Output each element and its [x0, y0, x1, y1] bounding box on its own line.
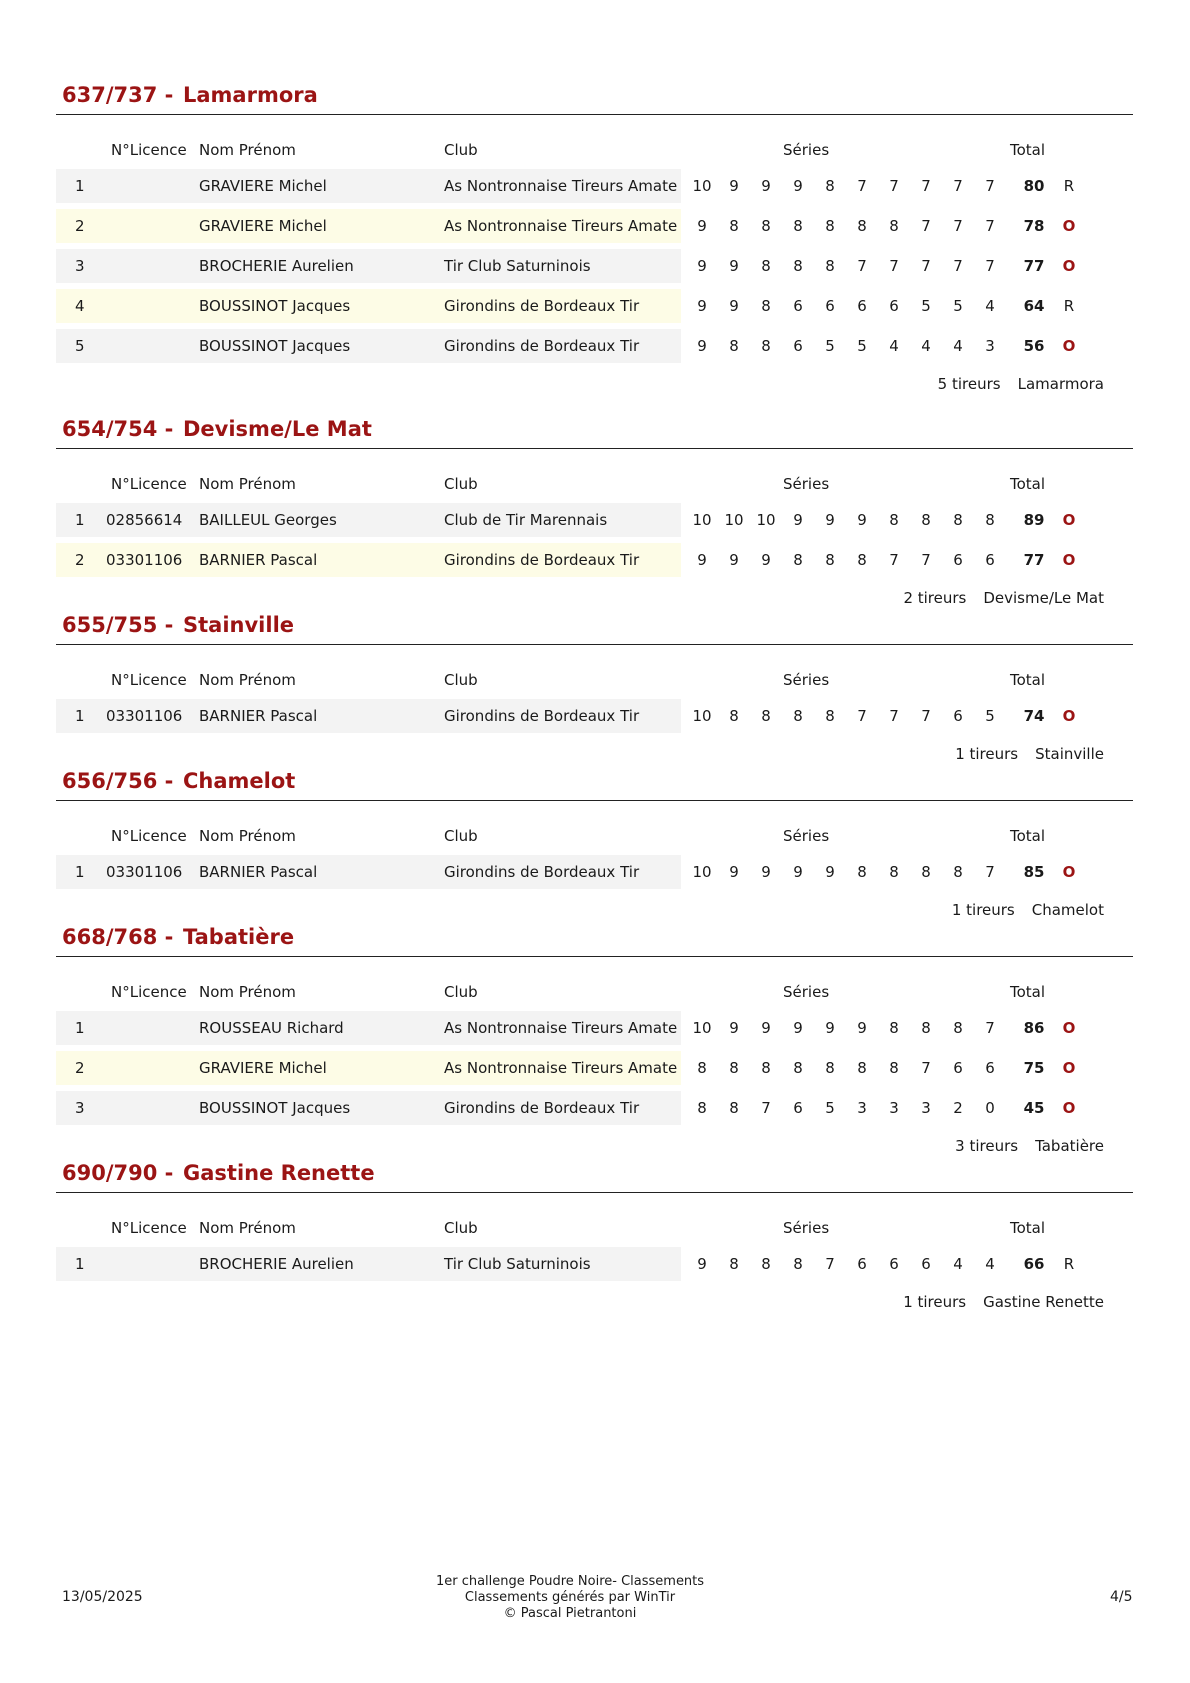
series-score-cell: 8	[921, 863, 931, 881]
section-divider	[56, 956, 1133, 957]
category-flag: O	[1062, 337, 1076, 355]
name-cell: BOUSSINOT Jacques	[199, 1099, 351, 1117]
table-header	[0, 669, 1190, 691]
category-flag: R	[1063, 1255, 1075, 1273]
licence-cell: 03301106	[106, 707, 183, 725]
header-series: Séries	[783, 983, 830, 1001]
series-score-cell: 8	[761, 217, 771, 235]
series-score-cell: 0	[985, 1099, 995, 1117]
header-series: Séries	[783, 671, 830, 689]
category-flag: O	[1062, 551, 1076, 569]
series-score-cell: 6	[793, 337, 803, 355]
series-score-cell: 8	[793, 217, 803, 235]
header-name: Nom Prénom	[199, 671, 296, 689]
table-row	[0, 1051, 1190, 1085]
series-score-cell: 9	[825, 1019, 835, 1037]
series-score-cell: 7	[889, 177, 899, 195]
total-cell: 86	[1023, 1019, 1045, 1037]
series-score-cell: 8	[953, 863, 963, 881]
total-cell: 80	[1023, 177, 1045, 195]
series-score-cell: 6	[985, 1059, 995, 1077]
series-score-cell: 7	[857, 707, 867, 725]
header-total: Total	[1010, 141, 1046, 159]
series-score-cell: 8	[729, 337, 739, 355]
club-cell: Girondins de Bordeaux Tir	[444, 863, 640, 881]
series-score-cell: 4	[985, 297, 995, 315]
series-score-cell: 3	[921, 1099, 931, 1117]
table-row	[0, 329, 1190, 363]
series-score-cell: 8	[761, 297, 771, 315]
series-score-cell: 8	[761, 1255, 771, 1273]
section-title	[62, 766, 295, 796]
section-name: Stainville	[183, 613, 295, 637]
header-club: Club	[444, 983, 478, 1001]
series-score-cell: 9	[697, 551, 707, 569]
header-name: Nom Prénom	[199, 983, 296, 1001]
series-score-cell: 7	[921, 217, 931, 235]
series-score-cell: 10	[692, 707, 712, 725]
table-row	[0, 503, 1190, 537]
series-score-cell: 8	[825, 707, 835, 725]
series-score-cell: 9	[761, 177, 771, 195]
rank-cell: 1	[75, 863, 85, 881]
series-score-cell: 7	[889, 707, 899, 725]
table-header	[0, 825, 1190, 847]
section-summary	[0, 743, 1104, 765]
header-club: Club	[444, 475, 478, 493]
total-cell: 75	[1023, 1059, 1045, 1077]
series-score-cell: 7	[921, 257, 931, 275]
licence-cell: 03301106	[106, 863, 183, 881]
series-score-cell: 8	[889, 217, 899, 235]
series-score-cell: 7	[985, 217, 995, 235]
table-header	[0, 473, 1190, 495]
table-row	[0, 1247, 1190, 1281]
header-series: Séries	[783, 1219, 830, 1237]
club-cell: As Nontronnaise Tireurs Amate	[444, 177, 678, 195]
series-score-cell: 5	[921, 297, 931, 315]
series-score-cell: 8	[889, 511, 899, 529]
series-score-cell: 7	[889, 257, 899, 275]
section-code: 655/755 -	[62, 613, 174, 637]
series-score-cell: 8	[761, 257, 771, 275]
series-score-cell: 6	[793, 297, 803, 315]
summary-name: Gastine Renette	[983, 1293, 1104, 1311]
header-club: Club	[444, 141, 478, 159]
section-divider	[56, 644, 1133, 645]
category-flag: O	[1062, 863, 1076, 881]
section-name: Tabatière	[183, 925, 295, 949]
name-cell: BARNIER Pascal	[199, 707, 318, 725]
header-name: Nom Prénom	[199, 1219, 296, 1237]
footer-copyright: © Pascal Pietrantoni	[503, 1606, 637, 1621]
series-score-cell: 9	[793, 511, 803, 529]
summary-name: Devisme/Le Mat	[983, 589, 1104, 607]
category-flag: O	[1062, 217, 1076, 235]
series-score-cell: 8	[793, 707, 803, 725]
series-score-cell: 7	[953, 217, 963, 235]
series-score-cell: 8	[793, 1059, 803, 1077]
section-summary	[0, 1135, 1104, 1157]
shooter-count: 1 tireurs	[903, 1293, 967, 1311]
series-score-cell: 7	[953, 257, 963, 275]
summary-name: Stainville	[1035, 745, 1104, 763]
header-total: Total	[1010, 1219, 1046, 1237]
header-series: Séries	[783, 475, 830, 493]
header-total: Total	[1010, 475, 1046, 493]
shooter-count: 1 tireurs	[955, 745, 1019, 763]
club-cell: Club de Tir Marennais	[444, 511, 608, 529]
licence-cell: 03301106	[106, 551, 183, 569]
section-code: 690/790 -	[62, 1161, 174, 1185]
section-summary	[0, 587, 1104, 609]
section-code: 656/756 -	[62, 769, 174, 793]
series-score-cell: 9	[793, 1019, 803, 1037]
category-flag: R	[1063, 177, 1075, 195]
series-score-cell: 2	[953, 1099, 963, 1117]
table-row	[0, 1011, 1190, 1045]
series-score-cell: 9	[697, 337, 707, 355]
series-score-cell: 7	[857, 177, 867, 195]
series-score-cell: 5	[825, 1099, 835, 1117]
series-score-cell: 9	[697, 257, 707, 275]
header-licence: N°Licence	[111, 141, 187, 159]
series-score-cell: 8	[729, 707, 739, 725]
series-score-cell: 6	[825, 297, 835, 315]
series-score-cell: 7	[921, 551, 931, 569]
section-divider	[56, 448, 1133, 449]
rank-cell: 2	[75, 217, 85, 235]
section-summary	[0, 1291, 1104, 1313]
series-score-cell: 7	[985, 257, 995, 275]
category-flag: O	[1062, 1059, 1076, 1077]
total-cell: 89	[1023, 511, 1045, 529]
series-score-cell: 8	[889, 863, 899, 881]
category-flag: O	[1062, 1019, 1076, 1037]
section-name: Chamelot	[183, 769, 296, 793]
series-score-cell: 8	[953, 511, 963, 529]
series-score-cell: 8	[889, 1019, 899, 1037]
series-score-cell: 4	[953, 337, 963, 355]
header-total: Total	[1010, 827, 1046, 845]
rank-cell: 1	[75, 1255, 85, 1273]
club-cell: Girondins de Bordeaux Tir	[444, 297, 640, 315]
header-name: Nom Prénom	[199, 141, 296, 159]
series-score-cell: 6	[889, 1255, 899, 1273]
total-cell: 74	[1023, 707, 1045, 725]
series-score-cell: 6	[985, 551, 995, 569]
series-score-cell: 8	[697, 1099, 707, 1117]
name-cell: BOUSSINOT Jacques	[199, 297, 351, 315]
header-total: Total	[1010, 983, 1046, 1001]
club-cell: Girondins de Bordeaux Tir	[444, 707, 640, 725]
footer-title: 1er challenge Poudre Noire- Classements	[435, 1574, 705, 1589]
name-cell: BARNIER Pascal	[199, 863, 318, 881]
rank-cell: 3	[75, 257, 85, 275]
category-flag: O	[1062, 257, 1076, 275]
total-cell: 77	[1023, 257, 1045, 275]
series-score-cell: 7	[857, 257, 867, 275]
series-score-cell: 8	[825, 177, 835, 195]
rank-cell: 4	[75, 297, 85, 315]
shooter-count: 1 tireurs	[951, 901, 1015, 919]
header-licence: N°Licence	[111, 983, 187, 1001]
total-cell: 45	[1023, 1099, 1045, 1117]
club-cell: As Nontronnaise Tireurs Amate	[444, 217, 678, 235]
header-name: Nom Prénom	[199, 827, 296, 845]
club-cell: Girondins de Bordeaux Tir	[444, 337, 640, 355]
total-cell: 66	[1023, 1255, 1045, 1273]
series-score-cell: 5	[953, 297, 963, 315]
series-score-cell: 9	[697, 1255, 707, 1273]
series-score-cell: 4	[921, 337, 931, 355]
total-cell: 64	[1023, 297, 1045, 315]
category-flag: R	[1063, 297, 1075, 315]
club-cell: Girondins de Bordeaux Tir	[444, 551, 640, 569]
series-score-cell: 8	[825, 217, 835, 235]
header-total: Total	[1010, 671, 1046, 689]
series-score-cell: 7	[889, 551, 899, 569]
series-score-cell: 9	[729, 297, 739, 315]
series-score-cell: 8	[729, 217, 739, 235]
series-score-cell: 3	[889, 1099, 899, 1117]
series-score-cell: 10	[724, 511, 744, 529]
series-score-cell: 7	[921, 707, 931, 725]
series-score-cell: 9	[825, 511, 835, 529]
section-divider	[56, 1192, 1133, 1193]
table-header	[0, 981, 1190, 1003]
section-title	[62, 414, 372, 444]
section-summary	[0, 373, 1104, 395]
series-score-cell: 8	[889, 1059, 899, 1077]
shooter-count: 3 tireurs	[955, 1137, 1019, 1155]
series-score-cell: 8	[825, 551, 835, 569]
name-cell: BAILLEUL Georges	[199, 511, 337, 529]
summary-name: Lamarmora	[1017, 375, 1104, 393]
series-score-cell: 9	[729, 177, 739, 195]
series-score-cell: 4	[985, 1255, 995, 1273]
section-code: 668/768 -	[62, 925, 174, 949]
header-licence: N°Licence	[111, 475, 187, 493]
series-score-cell: 7	[985, 1019, 995, 1037]
table-row	[0, 209, 1190, 243]
series-score-cell: 7	[985, 863, 995, 881]
series-score-cell: 9	[857, 1019, 867, 1037]
series-score-cell: 9	[793, 863, 803, 881]
shooter-count: 2 tireurs	[903, 589, 967, 607]
category-flag: O	[1062, 1099, 1076, 1117]
rank-cell: 2	[75, 551, 85, 569]
header-licence: N°Licence	[111, 1219, 187, 1237]
name-cell: GRAVIERE Michel	[199, 177, 327, 195]
series-score-cell: 8	[857, 1059, 867, 1077]
series-score-cell: 8	[985, 511, 995, 529]
series-score-cell: 9	[729, 551, 739, 569]
series-score-cell: 8	[921, 511, 931, 529]
shooter-count: 5 tireurs	[937, 375, 1001, 393]
series-score-cell: 8	[761, 1059, 771, 1077]
series-score-cell: 10	[756, 511, 776, 529]
series-score-cell: 10	[692, 863, 712, 881]
licence-cell: 02856614	[106, 511, 183, 529]
name-cell: GRAVIERE Michel	[199, 217, 327, 235]
series-score-cell: 6	[953, 707, 963, 725]
footer-date: 13/05/2025	[62, 1589, 143, 1605]
series-score-cell: 6	[857, 1255, 867, 1273]
footer-credits	[395, 1574, 745, 1622]
section-name: Devisme/Le Mat	[183, 417, 372, 441]
series-score-cell: 7	[825, 1255, 835, 1273]
series-score-cell: 9	[793, 177, 803, 195]
table-row	[0, 169, 1190, 203]
series-score-cell: 5	[857, 337, 867, 355]
series-score-cell: 8	[825, 257, 835, 275]
series-score-cell: 8	[793, 551, 803, 569]
rank-cell: 5	[75, 337, 85, 355]
series-score-cell: 9	[761, 863, 771, 881]
series-score-cell: 8	[697, 1059, 707, 1077]
series-score-cell: 5	[825, 337, 835, 355]
series-score-cell: 9	[761, 551, 771, 569]
category-flag: O	[1062, 707, 1076, 725]
series-score-cell: 8	[825, 1059, 835, 1077]
section-divider	[56, 114, 1133, 115]
section-title	[62, 922, 294, 952]
series-score-cell: 5	[985, 707, 995, 725]
series-score-cell: 7	[921, 177, 931, 195]
rank-cell: 1	[75, 177, 85, 195]
series-score-cell: 9	[761, 1019, 771, 1037]
series-score-cell: 8	[761, 337, 771, 355]
name-cell: BROCHERIE Aurelien	[199, 257, 354, 275]
total-cell: 77	[1023, 551, 1045, 569]
series-score-cell: 10	[692, 511, 712, 529]
rank-cell: 2	[75, 1059, 85, 1077]
category-flag: O	[1062, 511, 1076, 529]
total-cell: 78	[1023, 217, 1045, 235]
section-title	[62, 1158, 375, 1188]
series-score-cell: 8	[729, 1099, 739, 1117]
header-licence: N°Licence	[111, 827, 187, 845]
series-score-cell: 9	[697, 217, 707, 235]
series-score-cell: 7	[761, 1099, 771, 1117]
club-cell: As Nontronnaise Tireurs Amate	[444, 1059, 678, 1077]
series-score-cell: 9	[729, 863, 739, 881]
table-row	[0, 855, 1190, 889]
name-cell: BOUSSINOT Jacques	[199, 337, 351, 355]
series-score-cell: 7	[953, 177, 963, 195]
table-row	[0, 249, 1190, 283]
table-row	[0, 1091, 1190, 1125]
series-score-cell: 6	[921, 1255, 931, 1273]
header-club: Club	[444, 827, 478, 845]
summary-name: Chamelot	[1031, 901, 1104, 919]
series-score-cell: 8	[953, 1019, 963, 1037]
series-score-cell: 6	[889, 297, 899, 315]
rank-cell: 1	[75, 511, 85, 529]
series-score-cell: 9	[697, 297, 707, 315]
section-name: Gastine Renette	[183, 1161, 375, 1185]
series-score-cell: 10	[692, 177, 712, 195]
series-score-cell: 8	[793, 257, 803, 275]
summary-name: Tabatière	[1035, 1137, 1104, 1155]
header-club: Club	[444, 671, 478, 689]
name-cell: BROCHERIE Aurelien	[199, 1255, 354, 1273]
series-score-cell: 9	[825, 863, 835, 881]
table-row	[0, 543, 1190, 577]
series-score-cell: 6	[953, 551, 963, 569]
section-summary	[0, 899, 1104, 921]
table-row	[0, 699, 1190, 733]
series-score-cell: 9	[729, 257, 739, 275]
footer-page-number: 4/5	[1110, 1589, 1133, 1605]
series-score-cell: 9	[857, 511, 867, 529]
name-cell: ROUSSEAU Richard	[199, 1019, 344, 1037]
section-code: 654/754 -	[62, 417, 174, 441]
section-title	[62, 610, 294, 640]
section-code: 637/737 -	[62, 83, 174, 107]
series-score-cell: 6	[793, 1099, 803, 1117]
series-score-cell: 8	[729, 1059, 739, 1077]
series-score-cell: 8	[857, 863, 867, 881]
section-name: Lamarmora	[183, 83, 318, 107]
total-cell: 85	[1023, 863, 1045, 881]
series-score-cell: 8	[921, 1019, 931, 1037]
total-cell: 56	[1023, 337, 1045, 355]
series-score-cell: 6	[857, 297, 867, 315]
rank-cell: 3	[75, 1099, 85, 1117]
series-score-cell: 4	[953, 1255, 963, 1273]
series-score-cell: 7	[921, 1059, 931, 1077]
name-cell: BARNIER Pascal	[199, 551, 318, 569]
series-score-cell: 8	[761, 707, 771, 725]
series-score-cell: 3	[985, 337, 995, 355]
header-club: Club	[444, 1219, 478, 1237]
club-cell: As Nontronnaise Tireurs Amate	[444, 1019, 678, 1037]
table-header	[0, 139, 1190, 161]
header-licence: N°Licence	[111, 671, 187, 689]
series-score-cell: 4	[889, 337, 899, 355]
series-score-cell: 9	[729, 1019, 739, 1037]
series-score-cell: 10	[692, 1019, 712, 1037]
series-score-cell: 8	[857, 217, 867, 235]
club-cell: Tir Club Saturninois	[444, 257, 591, 275]
header-name: Nom Prénom	[199, 475, 296, 493]
rank-cell: 1	[75, 707, 85, 725]
table-header	[0, 1217, 1190, 1239]
table-row	[0, 289, 1190, 323]
series-score-cell: 6	[953, 1059, 963, 1077]
series-score-cell: 8	[857, 551, 867, 569]
series-score-cell: 3	[857, 1099, 867, 1117]
section-divider	[56, 800, 1133, 801]
series-score-cell: 8	[793, 1255, 803, 1273]
series-score-cell: 7	[985, 177, 995, 195]
series-score-cell: 8	[729, 1255, 739, 1273]
rank-cell: 1	[75, 1019, 85, 1037]
header-series: Séries	[783, 141, 830, 159]
club-cell: Girondins de Bordeaux Tir	[444, 1099, 640, 1117]
name-cell: GRAVIERE Michel	[199, 1059, 327, 1077]
club-cell: Tir Club Saturninois	[444, 1255, 591, 1273]
section-title	[62, 80, 318, 110]
footer-generator: Classements générés par WinTir	[464, 1590, 676, 1605]
header-series: Séries	[783, 827, 830, 845]
